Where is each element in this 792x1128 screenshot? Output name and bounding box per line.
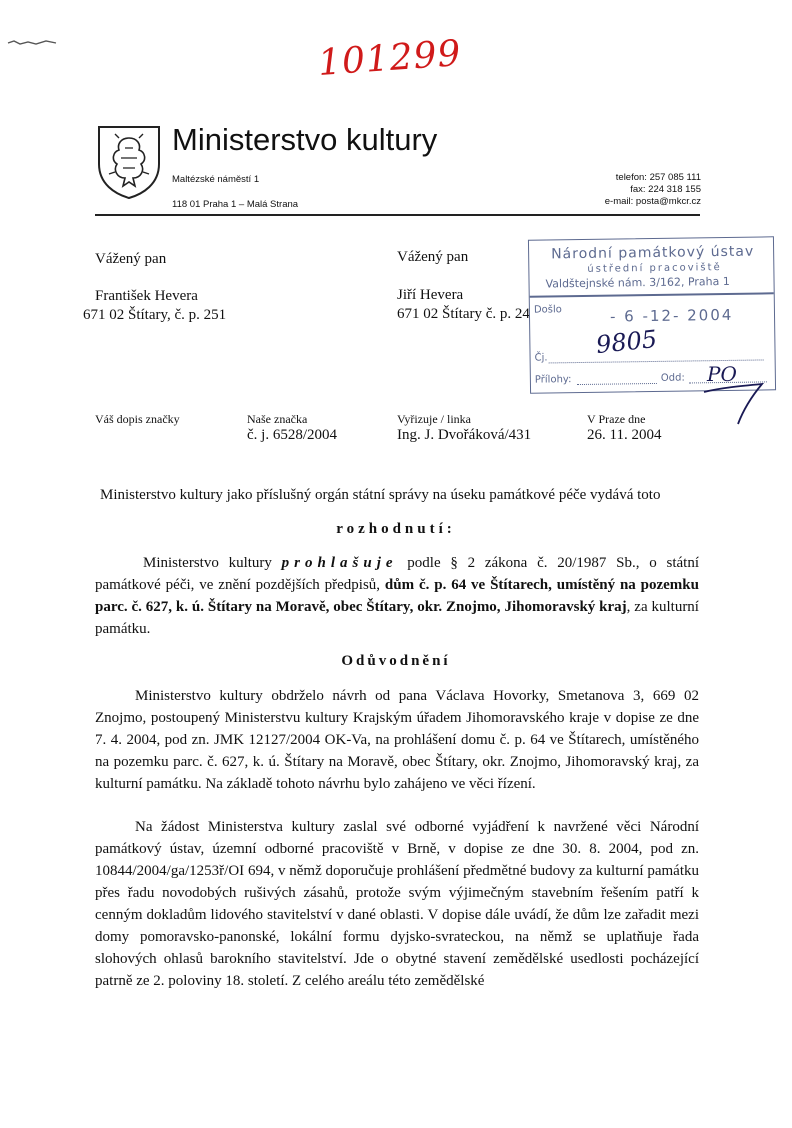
- letterhead-contact: [605, 172, 701, 208]
- decision-paragraph: [95, 552, 699, 640]
- place-date-value: 26. 11. 2004: [587, 427, 662, 443]
- phone-number: telefon: 257 085 111: [615, 172, 701, 183]
- recipient1-salutation: Vážený pan: [95, 251, 167, 267]
- reasoning-paragraph-2: Na žádost Ministerstva kultury zaslal své odborné vyjádření k navržené věci Národní památkový ústav, územní odborné pracoviště v Brně, v dopise ze dne 30. 8. 2004, pod zn. 10844/2004/ga/1253ř/OI 694, v němž doporučuje prohlášení předmětné budovy za kulturní památku přes řadu novodobých rušivých zásahů, protože svým výjimečným stavebním řešením patří k cenným dokladům lidového stavitelství v dané oblasti. V dopise dále uvádí, že dům lze zařadit mezi domy pomoravsko-panonské, lokální formu dyjsko-svrateckou, na němž se uplatňuje řada slohových ohlasů barokního stavitelství. Jde o obytné stavení zemědělské usedlosti pocházející patrně ze 2. poloviny 18. století. Z celého areálu této zemědělské: [95, 819, 699, 989]
- ministry-name: Ministerstvo kultury: [172, 122, 438, 157]
- stamp-department-label: Odd:: [660, 372, 685, 384]
- recipient1-name: František Hevera: [95, 288, 198, 304]
- reasoning-heading: Odůvodnění: [341, 653, 451, 669]
- handwritten-file-number: 101299: [316, 33, 463, 84]
- reasoning-paragraph-1: Ministerstvo kultury obdrželo návrh od pana Václava Hovorky, Smetanova 3, 669 02 Znojmo, postoupený Ministerstvu kultury Krajským úřadem Jihomoravského kraje v dopise ze dne 7. 4. 2004, pod zn. JMK 12127/2004 OK-Va, na prohlášení domu č. p. 64 ve Štítarech, umístěného na pozemku parc. č. 627, k. ú. Štítary na Moravě, obec Štítary, okr. Znojmo, Jihomoravský kraj, za kulturní památku. Na základě tohoto návrhu bylo zahájeno ve věci řízení.: [95, 688, 699, 792]
- our-ref-label: Naše značka: [247, 412, 308, 426]
- stamp-divider: [530, 292, 774, 297]
- stamp-attachments-label: Přílohy:: [534, 374, 572, 386]
- decision-subject: dům č. p. 64 ve Štítarech, umístěný na pozemku parc. č. 627, k. ú. Štítary na Moravě, obec Štítary, okr. Znojmo, Jihomoravský kraj: [95, 577, 699, 615]
- fax-number: fax: 224 318 155: [630, 184, 701, 195]
- header-divider: [95, 214, 700, 216]
- stamp-title: Národní památkový ústav: [551, 243, 755, 263]
- decision-part5: , za kulturní památku.: [95, 599, 699, 637]
- decision-part1: Ministerstvo kultury: [143, 555, 282, 571]
- recipient1-address: 671 02 Štítary, č. p. 251: [83, 307, 227, 323]
- stamp-attachments-line: [577, 371, 657, 385]
- stamp-subtitle: ústřední pracoviště: [587, 262, 722, 275]
- letterhead-address-line2: 118 01 Praha 1 – Malá Strana: [172, 199, 299, 210]
- place-date-label: V Praze dne: [587, 412, 646, 426]
- stamp-received-date: - 6 -12- 2004: [609, 305, 734, 326]
- handwritten-stroke: [700, 378, 770, 428]
- recipient2-name: Jiří Hevera: [397, 287, 464, 303]
- decision-heading: rozhodnutí:: [336, 521, 456, 537]
- recipient2-address: 671 02 Štítary č. p. 24: [397, 306, 530, 322]
- decision-part3: podle § 2 zákona č. 20/1987 Sb., o státní památkové péči, ve znění pozdějších předpisů,: [95, 555, 699, 593]
- coat-of-arms-logo: [95, 124, 163, 200]
- email-address: e-mail: posta@mkcr.cz: [604, 196, 701, 207]
- your-letter-label: Váš dopis značky: [95, 412, 180, 426]
- receipt-stamp: [528, 236, 776, 393]
- stamp-received-label: Došlo: [533, 304, 562, 316]
- intro-text: Ministerstvo kultury jako příslušný orgán státní správy na úseku památkové péče vydává toto: [100, 487, 661, 503]
- handwritten-initials: PO: [707, 362, 737, 386]
- letterhead-address-line1: Maltézské náměstí 1: [172, 174, 260, 185]
- stamp-address: Valdštejnské nám. 3/162, Praha 1: [545, 274, 730, 291]
- handled-by-value: Ing. J. Dvořáková/431: [397, 427, 532, 443]
- our-ref-value: č. j. 6528/2004: [247, 427, 337, 443]
- handled-by-label: Vyřizuje / linka: [397, 412, 471, 426]
- stamp-reference-label: Čj.: [534, 352, 548, 364]
- handwritten-registration-number: 9805: [594, 324, 659, 360]
- scan-artifact: [6, 38, 58, 46]
- recipient2-salutation: Vážený pan: [397, 249, 469, 265]
- decision-verb: prohlašuje: [281, 555, 398, 571]
